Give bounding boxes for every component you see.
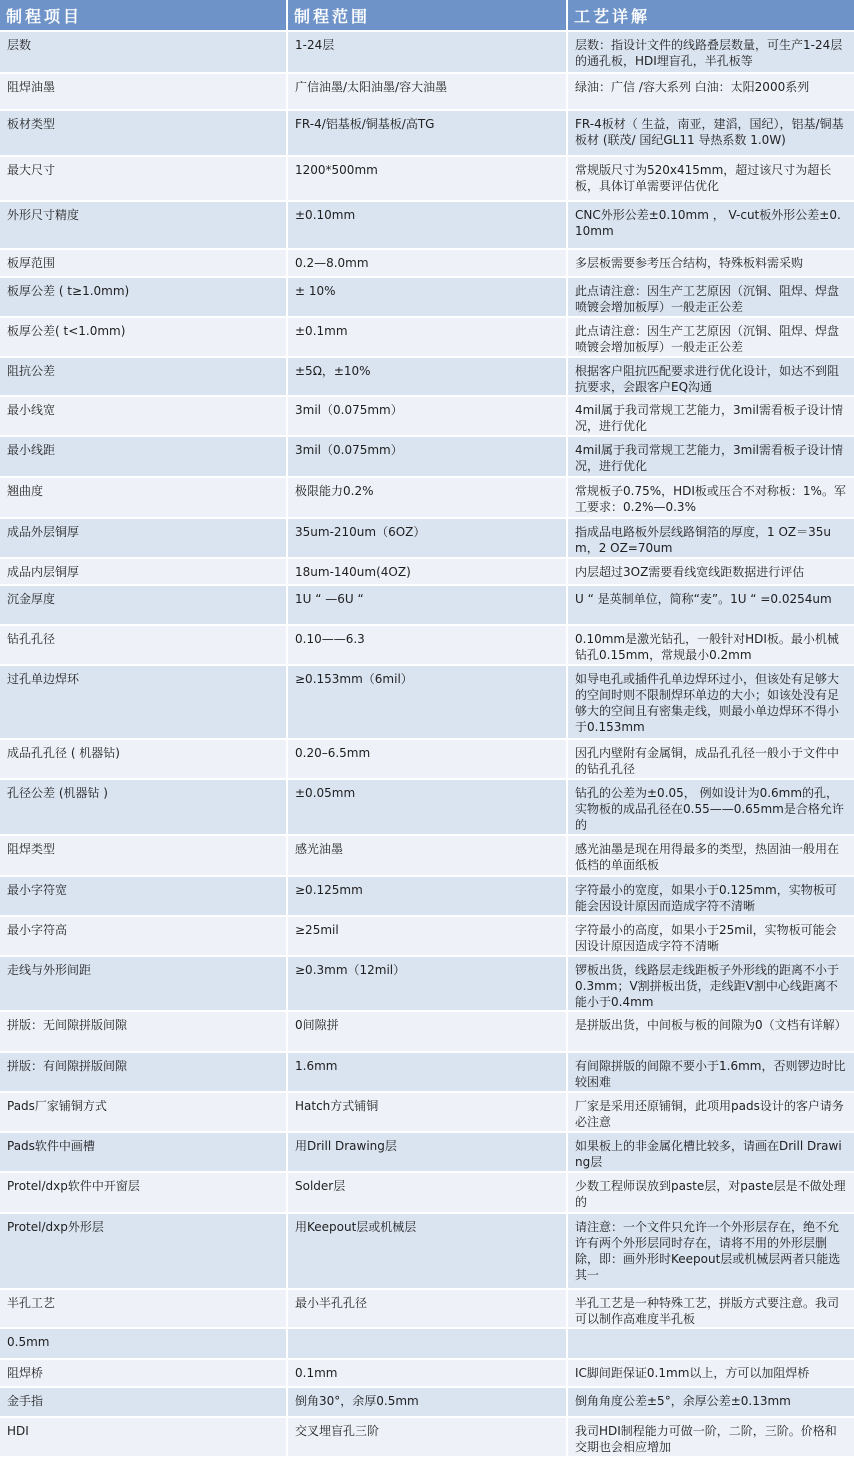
process-item-cell: 过孔单边焊环 xyxy=(0,665,287,738)
process-detail-cell: 钻孔的公差为±0.05， 例如设计为0.6mm的孔，实物板的成品孔径在0.55——0.65mm是合格允许的 xyxy=(567,779,854,835)
process-item-cell: 半孔工艺 xyxy=(0,1289,287,1328)
process-range-cell: 1200*500mm xyxy=(287,156,567,201)
process-detail-cell: 此点请注意：因生产工艺原因（沉铜、阻焊、焊盘喷镀会增加板厚）一般走正公差 xyxy=(567,317,854,357)
process-item-cell: 阻抗公差 xyxy=(0,357,287,396)
process-item-cell: 最大尺寸 xyxy=(0,156,287,201)
process-item-cell: 阻焊桥 xyxy=(0,1359,287,1387)
process-item-cell: 最小线距 xyxy=(0,436,287,477)
process-range-cell: FR-4/铝基板/铜基板/高TG xyxy=(287,110,567,155)
table-row xyxy=(0,249,854,277)
table-row xyxy=(0,558,854,585)
process-range-cell: ≥0.125mm xyxy=(287,876,567,916)
process-item-cell: 层数 xyxy=(0,31,287,73)
process-detail-cell: 字符最小的宽度，如果小于0.125mm，实物板可能会因设计原因而造成字符不清晰 xyxy=(567,876,854,916)
process-detail-cell: 如果板上的非金属化槽比较多，请画在Drill Drawing层 xyxy=(567,1132,854,1172)
process-range-cell: 35um-210um（6OZ） xyxy=(287,518,567,558)
process-range-cell: 交叉埋盲孔三阶 xyxy=(287,1417,567,1457)
table-row xyxy=(0,835,854,875)
table-row xyxy=(0,956,854,1011)
process-item-cell: 板厚范围 xyxy=(0,249,287,277)
table-row xyxy=(0,396,854,436)
process-range-cell: 3mil（0.075mm） xyxy=(287,396,567,436)
process-item-cell: 最小线宽 xyxy=(0,396,287,436)
process-item-cell: 板厚公差 ( t≥1.0mm) xyxy=(0,277,287,316)
process-range-cell: 感光油墨 xyxy=(287,835,567,875)
table-row xyxy=(0,1387,854,1416)
table-row xyxy=(0,625,854,665)
process-item-cell: Pads软件中画槽 xyxy=(0,1132,287,1172)
process-detail-cell: 指成品电路板外层线路铜箔的厚度，1 OZ＝35um，2 OZ=70um xyxy=(567,518,854,558)
process-item-cell: 拼版：有间隙拼版间隙 xyxy=(0,1052,287,1092)
process-range-cell: 1.6mm xyxy=(287,1052,567,1092)
process-range-cell: ≥25mil xyxy=(287,916,567,956)
process-range-cell: ≥0.153mm（6mil） xyxy=(287,665,567,738)
process-item-cell: Protel/dxp外形层 xyxy=(0,1213,287,1288)
table-row xyxy=(0,1172,854,1213)
process-range-cell: 广信油墨/太阳油墨/容大油墨 xyxy=(287,73,567,110)
process-item-cell: 翘曲度 xyxy=(0,477,287,517)
process-range-cell: ±5Ω，±10% xyxy=(287,357,567,396)
table-row xyxy=(0,1328,854,1359)
table-row xyxy=(0,436,854,477)
process-detail-cell: 层数：指设计文件的线路叠层数量，可生产1-24层的通孔板，HDI埋盲孔，半孔板等 xyxy=(567,31,854,73)
table-row xyxy=(0,73,854,110)
process-item-cell: 0.5mm xyxy=(0,1328,287,1359)
table-row xyxy=(0,779,854,835)
process-range-cell: 0间隙拼 xyxy=(287,1011,567,1051)
process-item-cell: 钻孔孔径 xyxy=(0,625,287,665)
process-detail-cell: 锣板出货，线路层走线距板子外形线的距离不小于0.3mm；V割拼板出货，走线距V割中心线距离不能小于0.4mm xyxy=(567,956,854,1011)
process-item-cell: 成品内层铜厚 xyxy=(0,558,287,585)
process-item-cell: 金手指 xyxy=(0,1387,287,1416)
process-range-cell: 3mil（0.075mm） xyxy=(287,436,567,477)
process-detail-cell: 半孔工艺是一种特殊工艺，拼版方式要注意。我司可以制作高难度半孔板 xyxy=(567,1289,854,1328)
process-detail-cell: 此点请注意：因生产工艺原因（沉铜、阻焊、焊盘喷镀会增加板厚）一般走正公差 xyxy=(567,277,854,316)
table-row xyxy=(0,201,854,249)
process-item-cell: 最小字符高 xyxy=(0,916,287,956)
table-body xyxy=(0,31,854,1457)
table-row xyxy=(0,916,854,956)
process-detail-cell: 是拼版出货，中间板与板的间隙为0（文档有详解） xyxy=(567,1011,854,1051)
process-item-cell: HDI xyxy=(0,1417,287,1457)
process-range-cell: 1-24层 xyxy=(287,31,567,73)
process-detail-cell: 4mil属于我司常规工艺能力，3mil需看板子设计情况，进行优化 xyxy=(567,396,854,436)
header-process-item: 制程项目 xyxy=(0,0,287,31)
process-range-cell: ≥0.3mm（12mil） xyxy=(287,956,567,1011)
process-detail-cell: IC脚间距保证0.1mm以上，方可以加阻焊桥 xyxy=(567,1359,854,1387)
table-row xyxy=(0,1052,854,1092)
process-range-cell: ±0.05mm xyxy=(287,779,567,835)
table-row xyxy=(0,876,854,916)
process-item-cell: 走线与外形间距 xyxy=(0,956,287,1011)
process-detail-cell: 常规版尺寸为520x415mm，超过该尺寸为超长板，具体订单需要评估优化 xyxy=(567,156,854,201)
process-range-cell xyxy=(287,1328,567,1359)
process-item-cell: 成品孔孔径 ( 机器钻) xyxy=(0,739,287,779)
process-detail-cell: 因孔内壁附有金属铜，成品孔孔径一般小于文件中的钻孔孔径 xyxy=(567,739,854,779)
table-row xyxy=(0,1011,854,1051)
table-row xyxy=(0,1092,854,1132)
header-process-range: 制程范围 xyxy=(287,0,567,31)
process-detail-cell: 0.10mm是激光钻孔，一般针对HDI板。最小机械钻孔0.15mm，常规最小0.2mm xyxy=(567,625,854,665)
process-detail-cell: 内层超过3OZ需要看线宽线距数据进行评估 xyxy=(567,558,854,585)
process-range-cell: 0.1mm xyxy=(287,1359,567,1387)
process-item-cell: 阻焊油墨 xyxy=(0,73,287,110)
process-detail-cell: 倒角角度公差±5°，余厚公差±0.13mm xyxy=(567,1387,854,1416)
process-item-cell: 外形尺寸精度 xyxy=(0,201,287,249)
process-detail-cell: 根据客户阻抗匹配要求进行优化设计，如达不到阻抗要求，会跟客户EQ沟通 xyxy=(567,357,854,396)
table-row xyxy=(0,1289,854,1328)
process-range-cell: ±0.1mm xyxy=(287,317,567,357)
process-range-cell: Solder层 xyxy=(287,1172,567,1213)
process-range-cell: 0.2—8.0mm xyxy=(287,249,567,277)
table-row xyxy=(0,665,854,738)
process-detail-cell: 有间隙拼版的间隙不要小于1.6mm，否则锣边时比较困难 xyxy=(567,1052,854,1092)
process-item-cell: 沉金厚度 xyxy=(0,585,287,625)
process-range-cell: 用Keepout层或机械层 xyxy=(287,1213,567,1288)
process-detail-cell: 常规板子0.75%，HDI板或压合不对称板：1%。军工要求：0.2%—0.3% xyxy=(567,477,854,517)
table-header-row xyxy=(0,0,854,31)
process-range-cell: 用Drill Drawing层 xyxy=(287,1132,567,1172)
process-detail-cell: 多层板需要参考压合结构，特殊板料需采购 xyxy=(567,249,854,277)
process-detail-cell: 字符最小的高度，如果小于25mil，实物板可能会因设计原因造成字符不清晰 xyxy=(567,916,854,956)
table-row xyxy=(0,110,854,155)
process-detail-cell: 我司HDI制程能力可做一阶，二阶，三阶。价格和交期也会相应增加 xyxy=(567,1417,854,1457)
table-row xyxy=(0,585,854,625)
process-detail-cell: 感光油墨是现在用得最多的类型，热固油一般用在低档的单面纸板 xyxy=(567,835,854,875)
process-detail-cell: 厂家是采用还原铺铜，此项用pads设计的客户请务必注意 xyxy=(567,1092,854,1132)
process-item-cell: Protel/dxp软件中开窗层 xyxy=(0,1172,287,1213)
table-row xyxy=(0,1417,854,1457)
table-row xyxy=(0,357,854,396)
process-item-cell: 板厚公差( t<1.0mm) xyxy=(0,317,287,357)
process-range-cell: 0.10——6.3 xyxy=(287,625,567,665)
table-row xyxy=(0,739,854,779)
process-detail-cell: 少数工程师误放到paste层，对paste层是不做处理的 xyxy=(567,1172,854,1213)
process-item-cell: 板材类型 xyxy=(0,110,287,155)
process-detail-cell xyxy=(567,1328,854,1359)
process-range-cell: 18um-140um(4OZ) xyxy=(287,558,567,585)
table-row xyxy=(0,277,854,316)
process-item-cell: 孔径公差 (机器钻 ) xyxy=(0,779,287,835)
process-item-cell: 成品外层铜厚 xyxy=(0,518,287,558)
process-range-cell: 倒角30°，余厚0.5mm xyxy=(287,1387,567,1416)
process-detail-cell: 请注意：一个文件只允许一个外形层存在，绝不允许有两个外形层同时存在，请将不用的外形层删除，即：画外形时Keepout层或机械层两者只能选其一 xyxy=(567,1213,854,1288)
process-item-cell: 拼版：无间隙拼版间隙 xyxy=(0,1011,287,1051)
table-row xyxy=(0,477,854,517)
process-range-cell: 极限能力0.2% xyxy=(287,477,567,517)
table-row xyxy=(0,1359,854,1387)
process-range-cell: ±0.10mm xyxy=(287,201,567,249)
process-detail-cell: CNC外形公差±0.10mm ， V-cut板外形公差±0.10mm xyxy=(567,201,854,249)
process-detail-cell: 4mil属于我司常规工艺能力，3mil需看板子设计情况，进行优化 xyxy=(567,436,854,477)
header-process-detail: 工艺详解 xyxy=(567,0,854,31)
process-item-cell: 最小字符宽 xyxy=(0,876,287,916)
process-item-cell: 阻焊类型 xyxy=(0,835,287,875)
table-row xyxy=(0,156,854,201)
process-range-cell: 最小半孔孔径 xyxy=(287,1289,567,1328)
process-range-cell: ± 10% xyxy=(287,277,567,316)
table-row xyxy=(0,1213,854,1288)
process-detail-cell: 绿油：广信 /容大系列 白油：太阳2000系列 xyxy=(567,73,854,110)
table-row xyxy=(0,1132,854,1172)
process-detail-cell: 如导电孔或插件孔单边焊环过小，但该处有足够大的空间时则不限制焊环单边的大小；如该处没有足够大的空间且有密集走线，则最小单边焊环不得小于0.153mm xyxy=(567,665,854,738)
process-detail-cell: FR-4板材（ 生益，南亚，建滔，国纪），铝基/铜基板材 (联茂/ 国纪GL11 导热系数 1.0W) xyxy=(567,110,854,155)
process-range-cell: Hatch方式铺铜 xyxy=(287,1092,567,1132)
process-range-cell: 1U “ —6U “ xyxy=(287,585,567,625)
table-row xyxy=(0,31,854,73)
process-item-cell: Pads厂家铺铜方式 xyxy=(0,1092,287,1132)
table-row xyxy=(0,518,854,558)
process-detail-cell: U “ 是英制单位，简称“麦”。1U “ =0.0254um xyxy=(567,585,854,625)
table-row xyxy=(0,317,854,357)
process-range-cell: 0.20–6.5mm xyxy=(287,739,567,779)
